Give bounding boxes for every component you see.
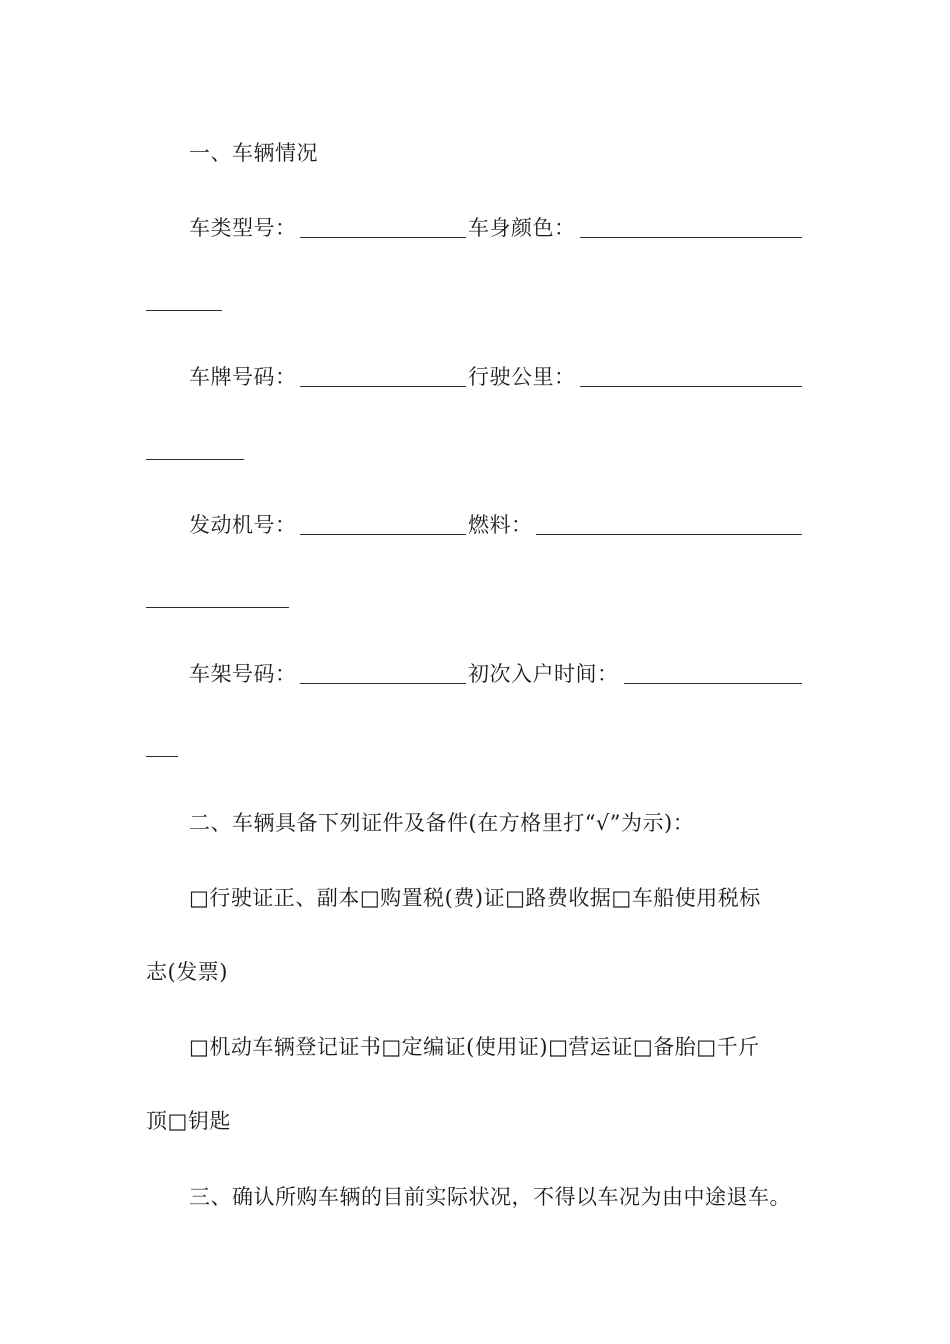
model-blank (300, 237, 466, 238)
plate-label: 车牌号码： (189, 365, 297, 389)
fuel-blank (536, 534, 802, 535)
color-label: 车身颜色： (468, 216, 576, 240)
engine-blank (300, 534, 466, 535)
frame-blank (300, 683, 466, 684)
model-label: 车类型号： (189, 216, 297, 240)
mileage-label: 行驶公里： (468, 365, 576, 389)
mileage-blank-continued (146, 459, 244, 460)
documents-list-line-1-continued: 志(发票) (146, 960, 228, 984)
fuel-blank-continued (146, 607, 289, 608)
color-blank (580, 237, 802, 238)
section-1-heading: 一、车辆情况 (189, 141, 318, 165)
engine-label: 发动机号： (189, 513, 297, 537)
section-3-heading: 三、确认所购车辆的目前实际状况，不得以车况为由中途退车。 (189, 1185, 791, 1209)
frame-label: 车架号码： (189, 662, 297, 686)
first-registration-label: 初次入户时间： (468, 662, 619, 686)
fuel-label: 燃料： (468, 513, 533, 537)
documents-list-line-2-continued: 顶□钥匙 (146, 1109, 231, 1133)
section-2-heading: 二、车辆具备下列证件及备件(在方格里打“√”为示)： (189, 811, 695, 835)
mileage-blank (580, 386, 802, 387)
first-registration-blank-continued (146, 756, 178, 757)
color-blank-continued (146, 310, 222, 311)
documents-list-line-2: □机动车辆登记证书□定编证(使用证)□营运证□备胎□千斤 (189, 1035, 760, 1059)
plate-blank (300, 386, 466, 387)
documents-list-line-1: □行驶证正、副本□购置税(费)证□路费收据□车船使用税标 (189, 886, 761, 910)
first-registration-blank (624, 683, 802, 684)
